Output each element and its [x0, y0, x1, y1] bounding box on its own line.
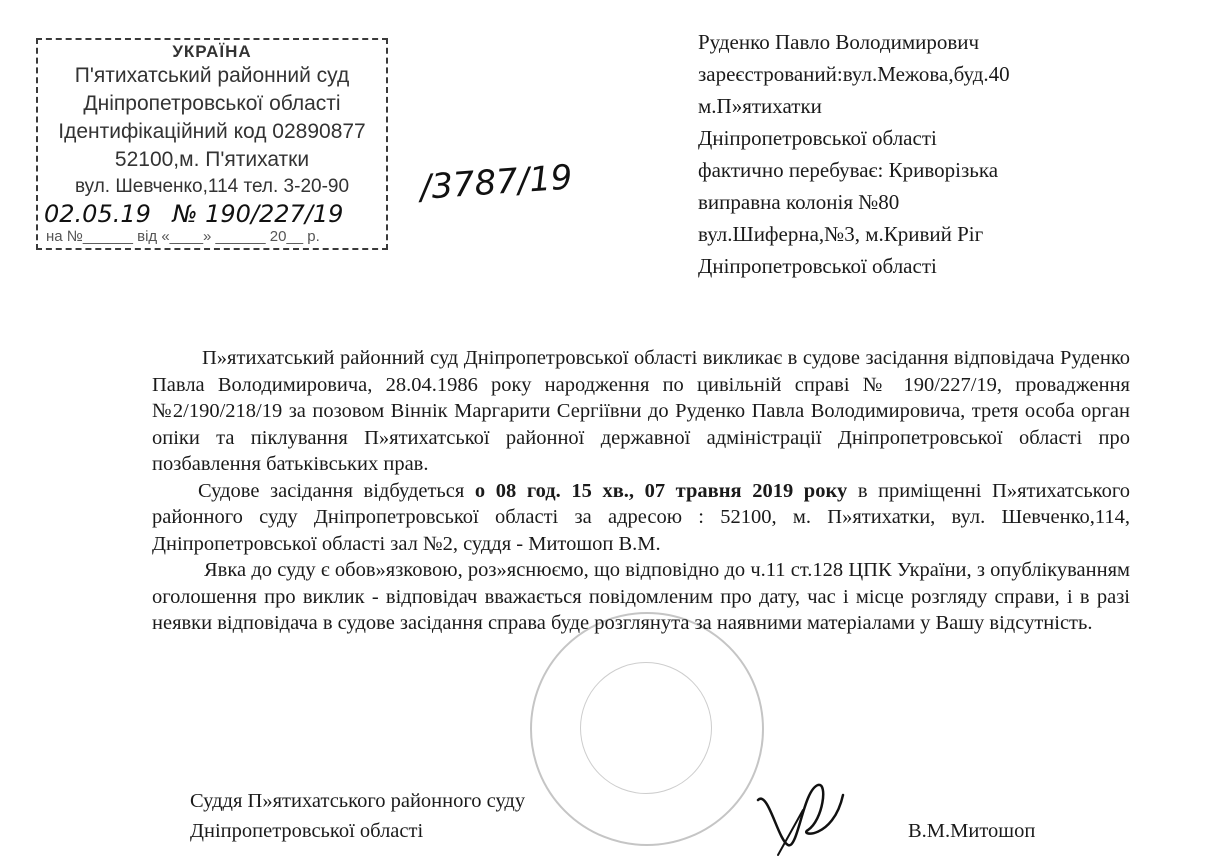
stamp-country: УКРАЇНА	[172, 42, 252, 61]
judge-title-line: Дніпропетровської області	[190, 820, 424, 842]
stamp-street-phone: вул. Шевченко,114 тел. 3-20-90	[74, 176, 350, 197]
recipient-line: виправна колонія №80	[698, 190, 900, 214]
handwritten-note: /3787/19	[418, 157, 574, 208]
paragraph-hearing	[152, 478, 1130, 558]
court-stamp	[36, 38, 388, 250]
stamp-reference-line: на №______ від «____» ______ 20__ р.	[46, 228, 320, 245]
recipient-line: Дніпропетровської області	[698, 126, 937, 150]
recipient-line: Дніпропетровської області	[698, 254, 937, 278]
recipient-line: м.П»ятихатки	[698, 94, 822, 118]
judge-title-line: Суддя П»ятихатського районного суду	[190, 790, 526, 812]
summons-body	[152, 345, 1130, 637]
stamp-date: 02.05.19	[44, 200, 151, 228]
court-seal-inner	[580, 662, 712, 794]
stamp-postal-city: 52100,м. П'ятихатки	[114, 148, 310, 171]
handwritten-signature	[748, 770, 848, 860]
judge-name: В.М.Митошоп	[908, 820, 1036, 842]
stamp-id-code: Ідентифікаційний код 02890877	[58, 120, 366, 143]
stamp-region: Дніпропетровської області	[83, 92, 341, 115]
hearing-datetime: о 08 год. 15 хв., 07 травня 2019 року	[474, 479, 848, 502]
recipient-line: зареєстрований:вул.Межова,буд.40	[698, 62, 1010, 86]
hearing-location: в приміщенні П»ятихатського районного суду Дніпропетровської області за адресою : 52100, м. П»ятихатки, вул. Шевченко,114, Дніпропетровської області зал №2, суддя - Митошоп В.М.	[152, 479, 1130, 555]
stamp-court-name: П'ятихатський районний суд	[74, 64, 350, 87]
recipient-line: фактично перебуває: Криворізька	[698, 158, 999, 182]
judge-title	[190, 786, 525, 846]
stamp-date-number	[44, 200, 343, 228]
hearing-intro: Судове засідання відбудеться	[198, 479, 475, 502]
recipient-address	[698, 26, 1178, 282]
paragraph-notice: Явка до суду є обов»язковою, роз»яснюємо, що відповідно до ч.11 ст.128 ЦПК України, з опублікуванням оголошення про виклик - відповідач вважається повідомленим про дату, час і місце розгляду справи, і в разі неявки відповідача в судове засідання справа буде розглянута за наявними матеріалами у Вашу відсутність.	[152, 559, 1130, 634]
paragraph-summons: П»ятихатський районний суд Дніпропетровської області викликає в судове засідання відповідача Руденко Павла Володимировича, 28.04.1986 року народження по цивільній справі № 190/227/19, провадження №2/190/218/19 за позовом Віннік Маргарити Сергіївни до Руденко Павла Володимировича, третя особа орган опіки та піклування П»ятихатської районної державної адміністрації Дніпропетровської області про позбавлення батьківських прав.	[152, 347, 1130, 475]
stamp-number: 190/227/19	[205, 200, 344, 228]
recipient-line: вул.Шиферна,№3, м.Кривий Ріг	[698, 222, 984, 246]
recipient-line: Руденко Павло Володимирович	[698, 30, 980, 54]
stamp-number-prefix: №	[172, 200, 198, 228]
